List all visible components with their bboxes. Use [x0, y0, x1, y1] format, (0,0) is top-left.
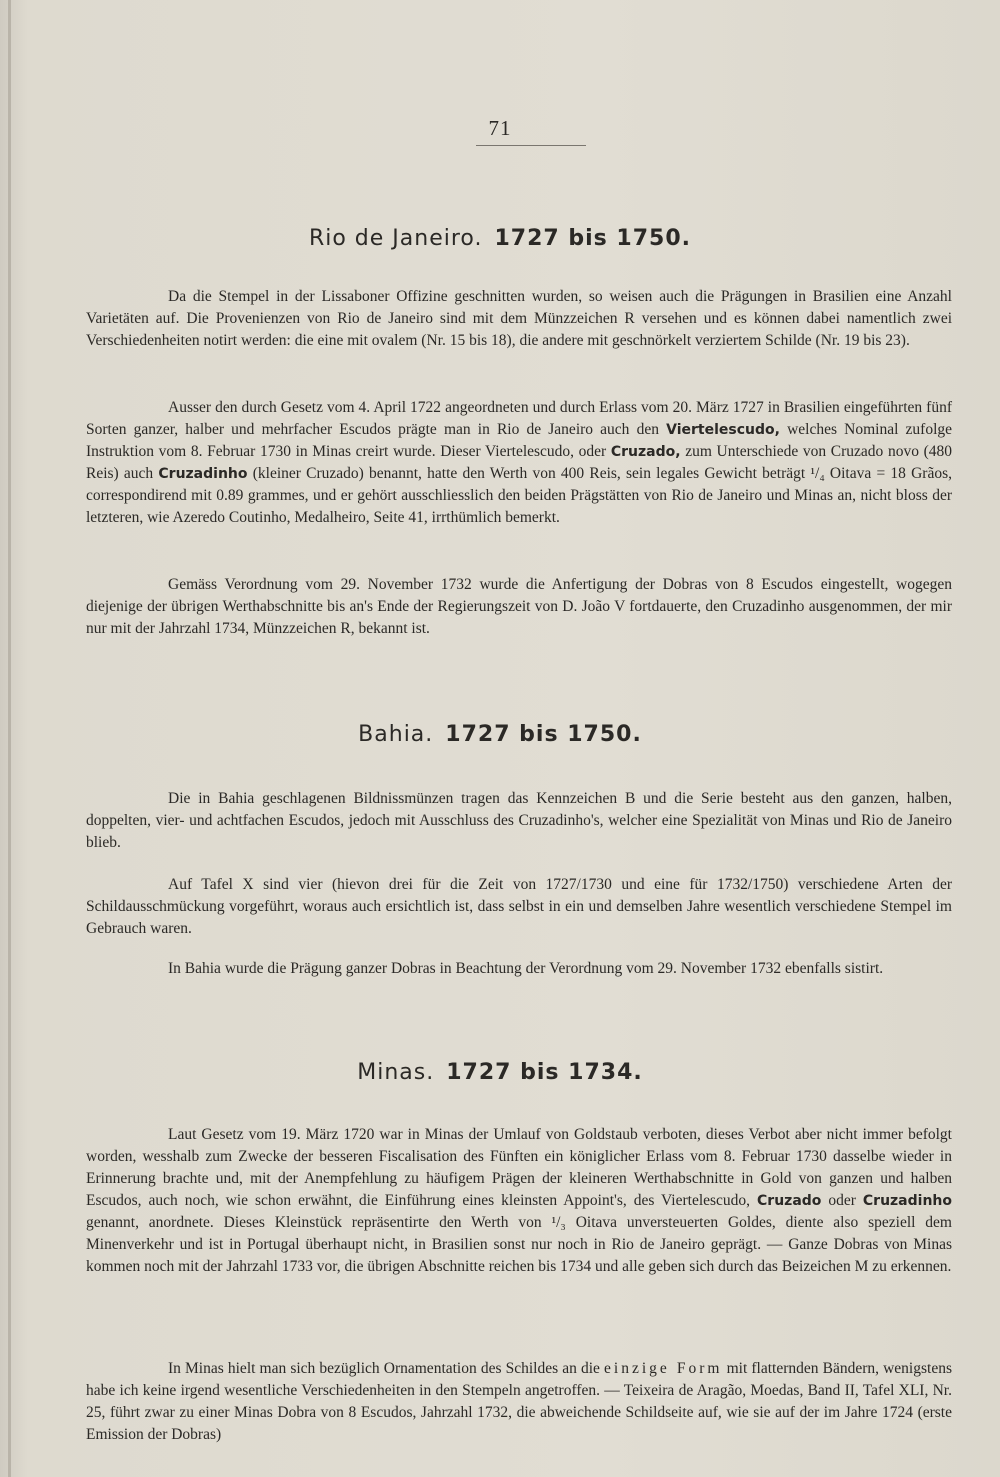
section-heading-rio — [0, 226, 1000, 251]
section-heading-minas — [0, 1060, 1000, 1085]
text-run: Auf Tafel X sind vier (hievon drei für die Zeit von 1727/1730 und eine für 1732/1750) verschiedene Arten der Schildausschmückung vorgeführt, woraus auch ersichtlich ist, dass selbst in ein und demselben Jahre wesentlich verschiedene Stempel im Gebrauch waren. — [86, 876, 952, 937]
text-run: oder — [821, 1192, 863, 1209]
text-run: Da die Stempel in der Lissaboner Offizine geschnitten wurden, so weisen auch die Prägungen in Brasilien eine Anzahl Varietäten auf. Die Provenienzen von Rio de Janeiro sind mit dem Münzzeichen R versehen und es können dabei namentlich zwei Verschiedenheiten notirt werden: die eine mit ovalem (Nr. 15 bis 18), die andere mit geschnörkelt verziertem Schilde (Nr. 19 bis 23). — [86, 288, 952, 349]
section-title: Rio de Janeiro. — [308, 226, 483, 251]
text-run: welches Nominal zufolge Instruktion vom 8. Februar 1730 in Minas creirt wurde. Dieser Viertelescudo, oder — [86, 421, 953, 460]
paragraph — [86, 574, 952, 640]
spaced-emphasis: einzige Form — [604, 1360, 723, 1377]
text-run: Gemäss Verordnung vom 29. November 1732 wurde die Anfertigung der Dobras von 8 Escudos eingestellt, wogegen diejenige der übrigen Werthabschnitte bis an's Ende der Regierungszeit von D. João V fortdauerte, den Cruzadinho ausgenommen, der mir nur mit der Jahrzahl 1734, Münzzeichen R, bekannt ist. — [86, 576, 952, 637]
text-run: Laut Gesetz vom 19. März 1720 war in Minas der Umlauf von Goldstaub verboten, dieses Verbot aber nicht immer befolgt worden, wesshalb zum Zwecke der besseren Fiscalisation des Fünften ein königlicher Erlass vom 8. Februar 1730 dasselbe wieder in Erinnerung brachte und, mit der Anempfehlung zu häufigem Prägen der kleineren Werthabschnitte in Gold von ganzen und halben Escudos, auch noch, wie schon erwähnt, die Einführung eines kleinsten Appoint's, des Viertelescudo, — [86, 1126, 952, 1209]
page-number: 71 — [488, 116, 512, 140]
paragraph — [86, 286, 952, 352]
term-cruzado: Cruzado, — [610, 444, 681, 460]
text-run: Ausser den durch Gesetz vom 4. April 1722 angeordneten und durch Erlass vom 20. März 1727 in Brasilien eingeführten fünf Sorten ganzer, halber und mehrfacher Escudos prägte man in Rio de Janeiro auch den — [86, 399, 952, 438]
term-viertelescudo: Viertelescudo, — [666, 422, 780, 438]
text-run: Die in Bahia geschlagenen Bildnissmünzen tragen das Kennzeichen B und die Serie besteht aus den ganzen, halben, doppelten, vier- und achtfachen Escudos, jedoch mit Ausschluss des Cruzadinho's, welcher eine Spezialität von Minas und Rio de Janeiro blieb. — [86, 790, 952, 851]
section-title: Bahia. — [358, 722, 434, 747]
page-number-rule — [476, 145, 586, 146]
text-run: In Minas hielt man sich bezüglich Ornamentation des Schildes an die — [168, 1360, 605, 1377]
paragraph — [86, 1358, 952, 1446]
text-run: mit flatternden Bändern, wenigstens habe ich keine irgend wesentliche Verschiedenheiten in den Stempeln angetroffen. — Teixeira de Aragão, Moedas, Band II, Tafel XLI, Nr. 25, führt zwar zu einer Minas Dobra von 8 Escudos, Jahrzahl 1732, die abweichende Schildseite auf, wie sie auf der im Jahre 1724 (erste Emission der Dobras) — [86, 1360, 952, 1443]
section-heading-bahia — [0, 722, 1000, 747]
paragraph — [86, 874, 952, 940]
section-years: 1727 bis 1750. — [445, 722, 642, 747]
text-run: genannt, anordnete. Dieses Kleinstück repräsentirte den Werth von ¹/₃ Oitava unversteuerten Goldes, diente also speziell dem Minenverkehr und ist in Portugal überhaupt nicht, in Brasilien sonst nur noch in Rio de Janeiro geprägt. — Ganze Dobras von Minas kommen noch mit der Jahrzahl 1733 vor, die übrigen Abschnitte reichen bis 1734 und alle geben sich durch das Beizeichen M zu erkennen. — [86, 1214, 952, 1275]
text-run: (kleiner Cruzado) benannt, hatte den Werth von 400 Reis, sein legales Gewicht beträgt ¹/₄ Oitava = 18 Grãos, correspondirend mit 0.89 grammes, und er gehört ausschliesslich den beiden Prägstätten von Rio de Janeiro und Minas an, nicht bloss der letzteren, wie Azeredo Coutinho, Medalheiro, Seite 41, irrthümlich bemerkt. — [86, 465, 952, 526]
text-run: zum Unterschiede von Cruzado novo (480 Reis) auch — [86, 443, 952, 482]
term-cruzado: Cruzado — [757, 1193, 822, 1209]
term-cruzadinho: Cruzadinho — [862, 1193, 953, 1209]
term-cruzadinho: Cruzadinho — [158, 466, 248, 482]
section-title: Minas. — [357, 1060, 435, 1085]
paragraph — [86, 397, 952, 529]
paragraph — [86, 788, 952, 854]
section-years: 1727 bis 1750. — [494, 226, 692, 251]
paragraph — [86, 1124, 952, 1278]
text-run: In Bahia wurde die Prägung ganzer Dobras in Beachtung der Verordnung vom 29. November 1732 ebenfalls sistirt. — [168, 960, 884, 977]
paragraph — [86, 958, 952, 980]
section-years: 1727 bis 1734. — [446, 1060, 643, 1085]
